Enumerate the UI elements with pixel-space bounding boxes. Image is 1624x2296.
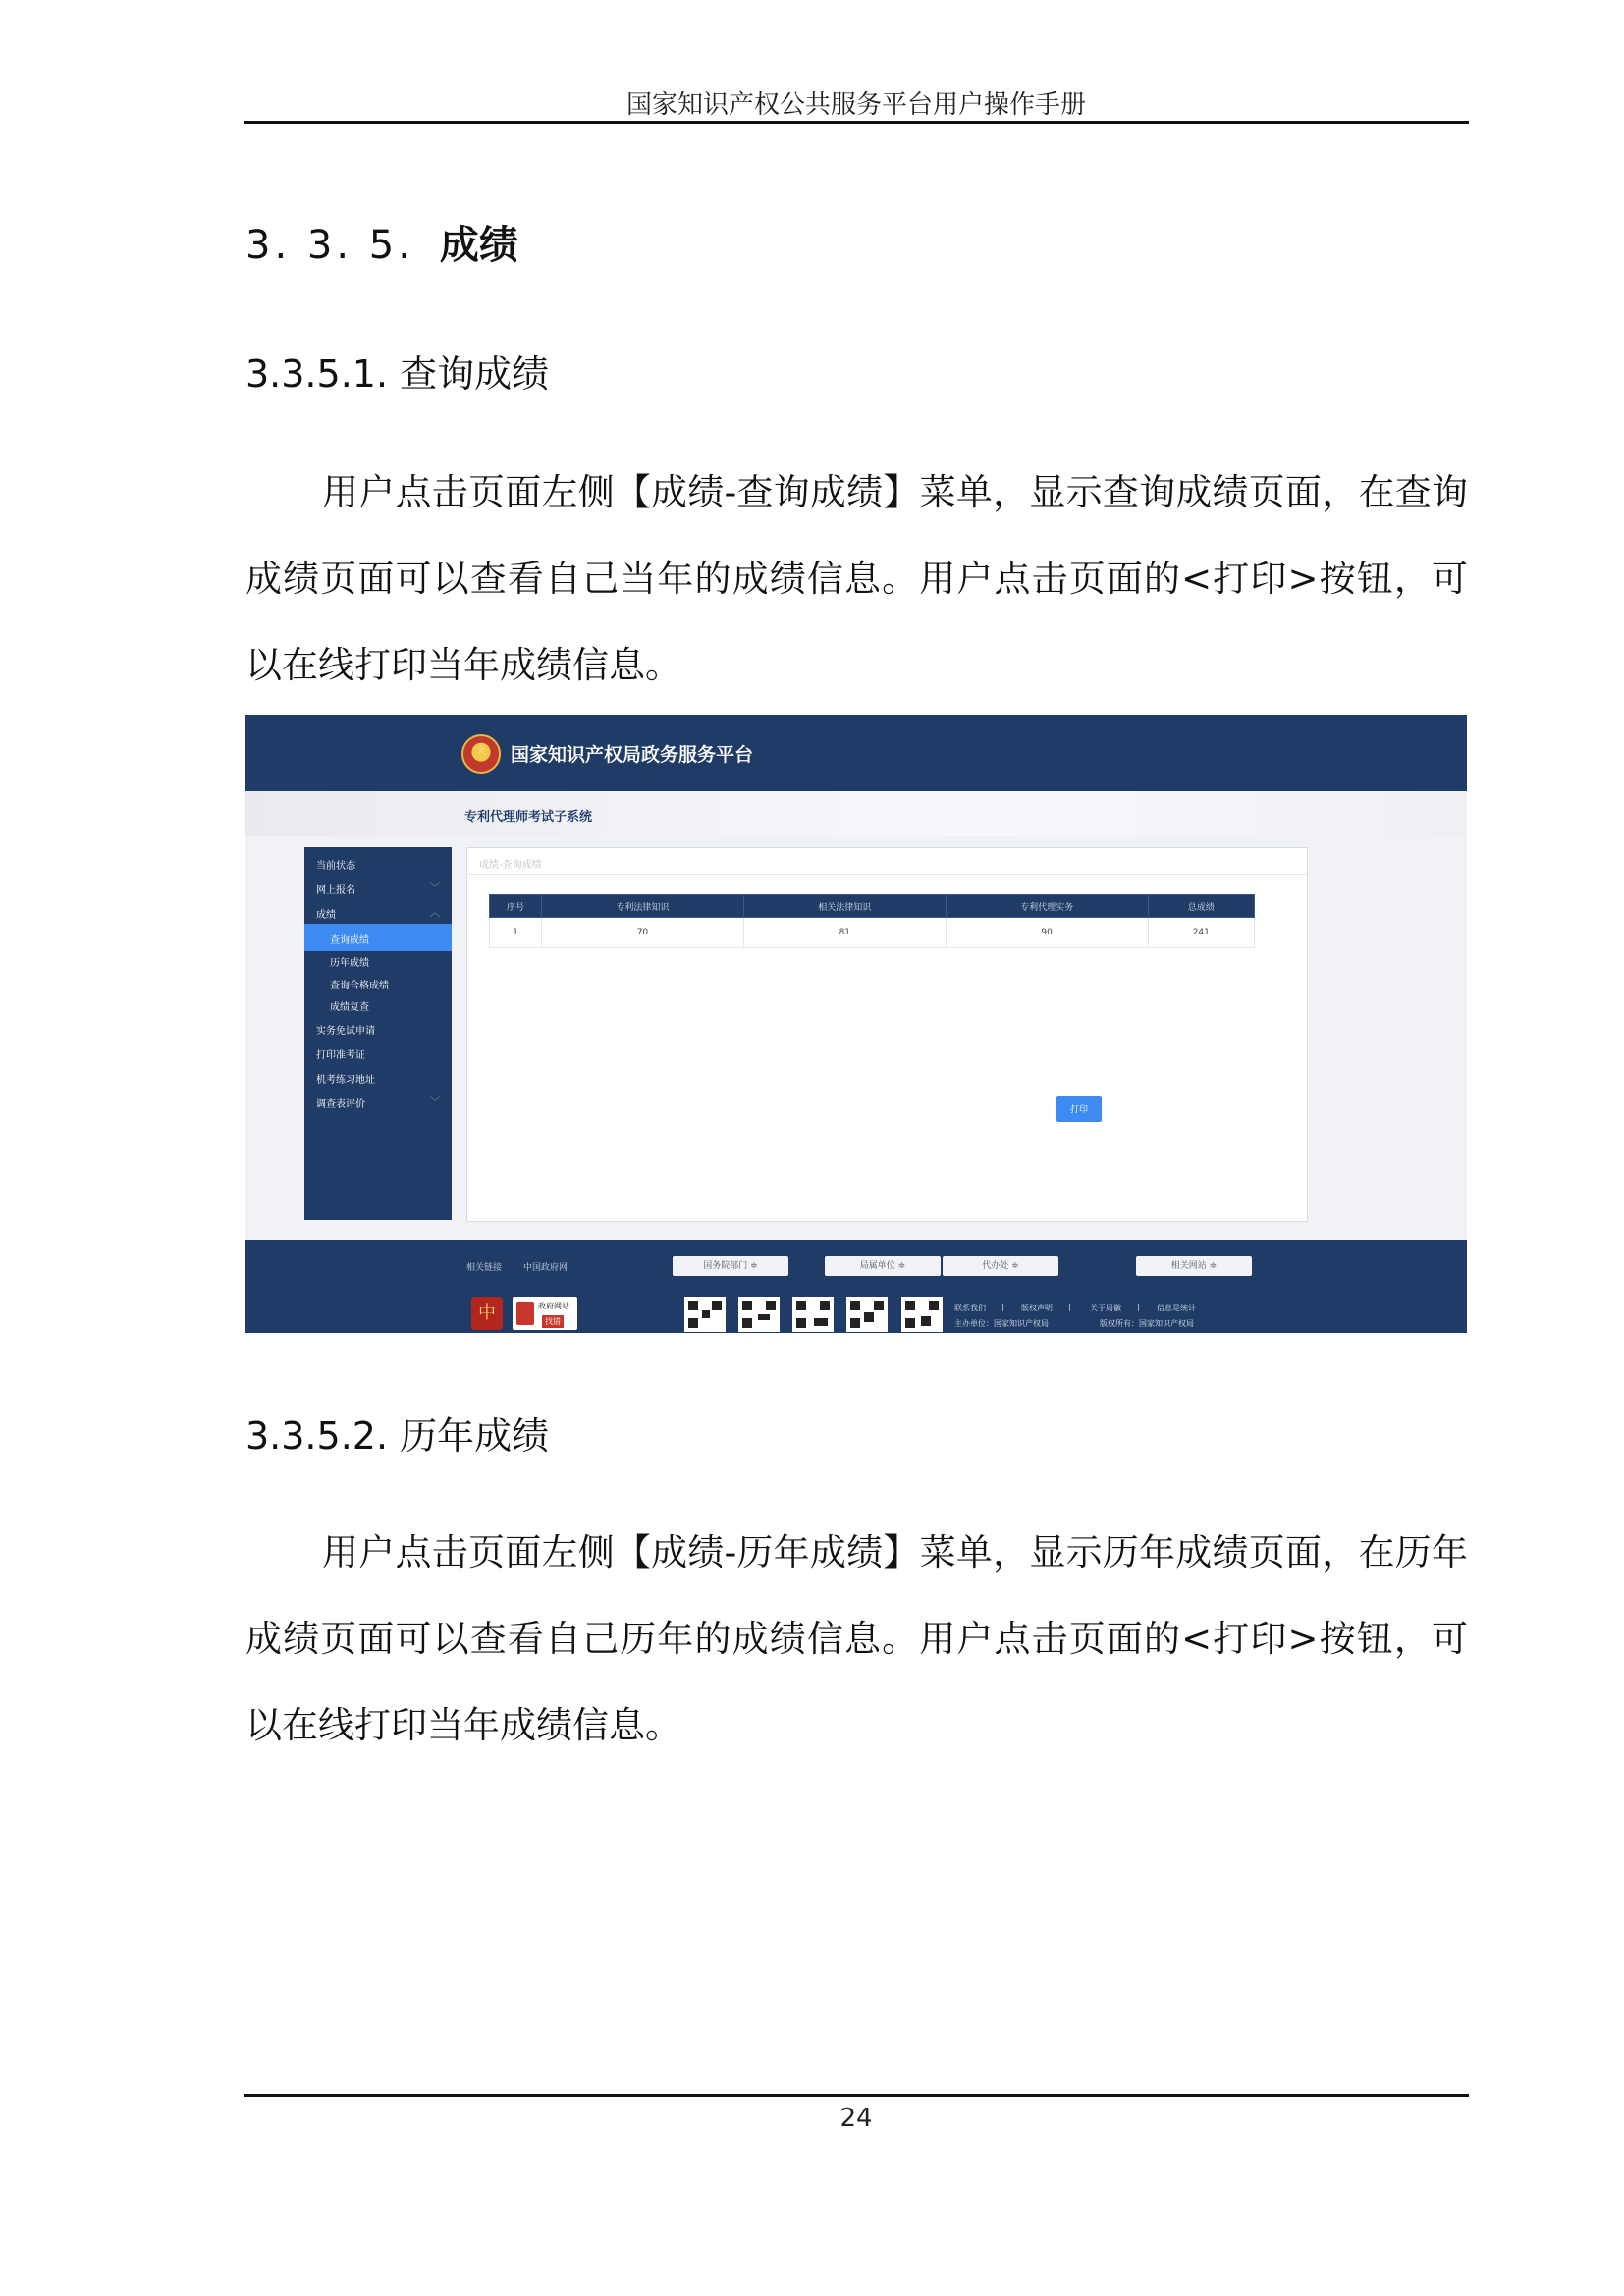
- qr-code-icon: [792, 1297, 834, 1332]
- national-emblem-icon: ★: [461, 734, 501, 774]
- chevron-down-icon: ﹀: [430, 1097, 440, 1108]
- scores-table: [489, 894, 1255, 948]
- paragraph-query: 用户点击页面左侧【成绩-查询成绩】菜单，显示查询成绩页面，在查询成绩页面可以查看自己当年的成绩信息。用户点击页面的<打印>按钮，可以在线打印当年成绩信息。: [245, 471, 1468, 686]
- qr-code-icon: [684, 1297, 726, 1332]
- sidebar-item-past-scores[interactable]: 历年成绩: [330, 958, 369, 969]
- sidebar-item-qualified-scores[interactable]: 查询合格成绩: [330, 981, 389, 991]
- table-cell: 90: [946, 918, 1148, 948]
- footer-info-link[interactable]: 信息是统计: [1157, 1304, 1196, 1312]
- qr-code-icon: [901, 1297, 943, 1332]
- footer-rule: [244, 2094, 1469, 2097]
- chevron-up-icon: ︿: [430, 908, 440, 919]
- table-cell: 1: [490, 918, 542, 948]
- sidebar-item-print-admission[interactable]: 打印准考证: [316, 1050, 365, 1061]
- footer-select-related-sites[interactable]: 相关网站 ≑: [1136, 1256, 1252, 1276]
- table-row: [490, 918, 1255, 948]
- sidebar-item-score-review[interactable]: 成绩复查: [330, 1002, 369, 1013]
- running-head: 国家知识产权公共服务平台用户操作手册: [625, 90, 1086, 120]
- sidebar-menu: [304, 847, 452, 1220]
- screenshot-query-scores: [245, 715, 1467, 1333]
- chevron-down-icon: ﹀: [430, 883, 440, 894]
- gov-site-error-badge[interactable]: 政府网站 找错: [513, 1297, 577, 1330]
- section-title: 成绩: [439, 223, 518, 268]
- table-cell: 70: [542, 918, 744, 948]
- column-header: 总成绩: [1148, 895, 1254, 918]
- sidebar-item-scores[interactable]: 成绩 ︿: [304, 898, 452, 926]
- sidebar-item-exemption[interactable]: 实务免试申请: [316, 1026, 375, 1037]
- footer-select-state-council[interactable]: 国务院部门 ≑: [673, 1256, 788, 1276]
- column-header: 序号: [490, 895, 542, 918]
- print-button[interactable]: 打印: [1056, 1096, 1102, 1122]
- content-panel: [466, 847, 1308, 1222]
- column-header: 专利法律知识: [542, 895, 744, 918]
- subsection-heading-query: 3.3.5.1. 查询成绩: [245, 352, 550, 396]
- section-number: 3. 3. 5.: [245, 223, 414, 268]
- section-heading: [245, 214, 518, 270]
- site-footer: 相关链接 中国政府网 国务院部门 ≑ 局属单位 ≑ 代办处 ≑ 相关网站 ≑ 中 政府网站 找错 联系我们 | 版权声明 | 关于局徽 | 信息是统计 主办单位：国家知识产权局 版权所有：国家知识产权局: [245, 1240, 1467, 1333]
- sidebar-item-practice-address[interactable]: 机考练习地址: [316, 1075, 375, 1086]
- sidebar-item-current-status[interactable]: 当前状态: [316, 861, 355, 872]
- column-header: 专利代理实务: [946, 895, 1148, 918]
- header-rule: [244, 121, 1469, 124]
- table-cell: 81: [743, 918, 946, 948]
- footer-info-link[interactable]: 联系我们: [954, 1304, 986, 1312]
- footer-info-link[interactable]: 关于局徽: [1090, 1304, 1121, 1312]
- top-banner: [245, 715, 1467, 791]
- gov-badge-icon: [516, 1302, 534, 1325]
- party-badge-icon[interactable]: 中: [471, 1297, 503, 1330]
- footer-host: 主办单位：国家知识产权局: [954, 1319, 1049, 1328]
- footer-links-label: 相关链接: [466, 1263, 503, 1273]
- column-header: 相关法律知识: [743, 895, 946, 918]
- footer-info-link[interactable]: 版权声明: [1021, 1304, 1053, 1312]
- sidebar-item-query-scores[interactable]: 查询成绩: [304, 924, 452, 951]
- table-header-row: [490, 895, 1255, 918]
- page-number: 24: [839, 2104, 873, 2133]
- subsystem-title: 专利代理师考试子系统: [464, 810, 593, 825]
- platform-title: 国家知识产权局政务服务平台: [511, 744, 754, 766]
- breadcrumb: 成绩-查询成绩: [479, 860, 542, 871]
- panel-divider: [467, 874, 1307, 875]
- sidebar-item-survey[interactable]: 调查表评价 ﹀: [304, 1088, 452, 1115]
- qr-code-icon: [738, 1297, 780, 1332]
- paragraph-past: 用户点击页面左侧【成绩-历年成绩】菜单，显示历年成绩页面，在历年成绩页面可以查看自己历年的成绩信息。用户点击页面的<打印>按钮，可以在线打印当年成绩信息。: [245, 1531, 1468, 1746]
- subsection-heading-past: 3.3.5.2. 历年成绩: [245, 1415, 550, 1458]
- sidebar-item-online-registration[interactable]: 网上报名 ﹀: [304, 874, 452, 901]
- footer-select-affiliates[interactable]: 局属单位 ≑: [825, 1256, 941, 1276]
- footer-gov-link[interactable]: 中国政府网: [523, 1263, 568, 1273]
- subsystem-bar: [245, 791, 1467, 836]
- footer-select-agencies[interactable]: 代办处 ≑: [943, 1256, 1058, 1276]
- qr-code-icon: [846, 1297, 888, 1332]
- table-cell: 241: [1148, 918, 1254, 948]
- footer-copyright: 版权所有：国家知识产权局: [1100, 1319, 1194, 1328]
